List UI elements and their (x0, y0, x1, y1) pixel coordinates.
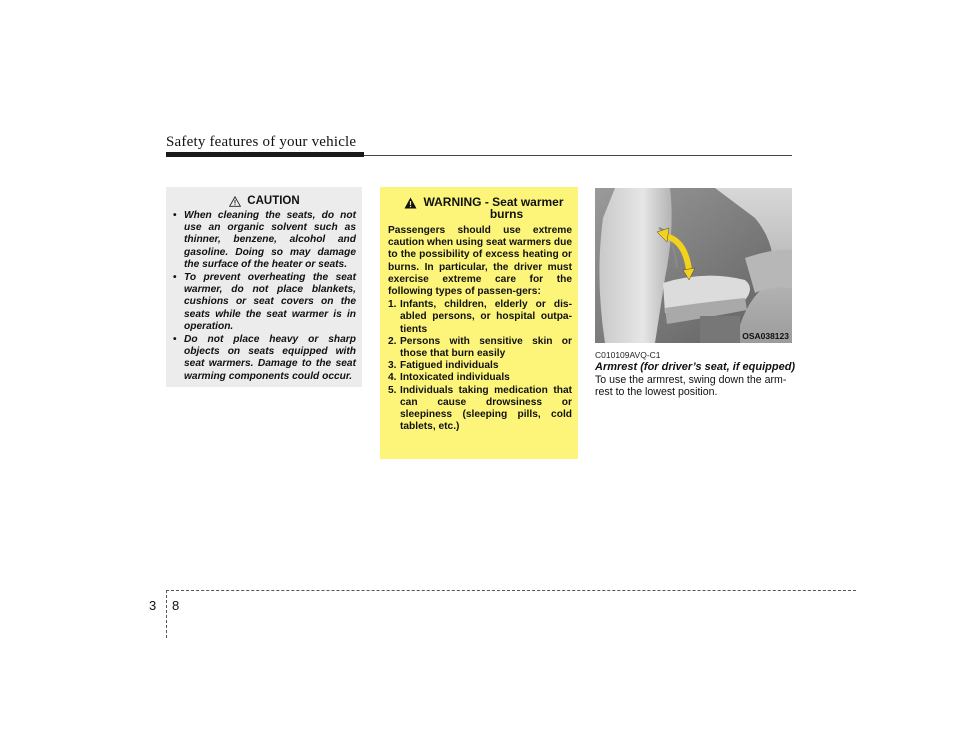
warning-subtitle: - Seat warmer (484, 195, 564, 209)
warning-title: WARNING (423, 195, 482, 209)
warning-list (388, 299, 572, 433)
caution-item: • Do not place heavy or sharp objects on seats equipped with seat warmers. Damage to the seat warming components could occur. (173, 334, 356, 382)
footer-vertical-rule (166, 590, 167, 638)
page-number: 8 (172, 598, 180, 613)
warning-box (380, 187, 578, 459)
caution-box (166, 187, 362, 387)
caution-title: CAUTION (247, 195, 300, 207)
section-code: C010109AVQ-C1 (595, 350, 661, 360)
warning-item: 2. Persons with sensitive skin or those that burn easily (388, 335, 572, 360)
caution-header (173, 195, 356, 207)
caution-item: • When cleaning the seats, do not use an organic solvent such as thinner, benzene, alcohol and gasoline. Doing so may damage the surface of the heater or seats. (173, 210, 356, 270)
figure-caption: OSA038123 (742, 331, 789, 341)
caution-triangle-icon (229, 196, 241, 207)
warning-triangle-icon (404, 197, 417, 209)
page-chapter-number: 3 (149, 598, 157, 613)
warning-header (388, 196, 572, 220)
header-bar (166, 152, 364, 157)
warning-item: 4. Intoxicated individuals (388, 372, 510, 384)
armrest-illustration (595, 188, 792, 343)
header-rule (364, 155, 792, 156)
warning-item: 5. Individuals taking medication that can cause drowsiness or sleepiness (sleeping pills, cold tablets, etc.) (388, 384, 572, 433)
section-body: To use the armrest, swing down the arm-rest to the lowest position. (595, 374, 787, 399)
footer-rule (166, 590, 856, 591)
warning-intro: Passengers should use extreme caution when using seat warmers due to the possibility of excess heating or burns. In particular, the driver must exercise extreme care for the following types of passen-gers: (388, 225, 572, 298)
section-heading: Armrest (for driver’s seat, if equipped) (595, 361, 796, 373)
armrest-photo (595, 188, 792, 343)
caution-item: • To prevent overheating the seat warmer, do not place blankets, cushions or seat covers on the seats while the seat warmer is in operation. (173, 272, 356, 332)
warning-item: 1. Infants, children, elderly or dis-abled persons, or hospital outpa-tients (388, 299, 572, 335)
warning-item: 3. Fatigued individuals (388, 360, 499, 372)
warning-subtitle-line2: burns (489, 207, 524, 221)
caution-list (173, 210, 356, 383)
page-header-title: Safety features of your vehicle (166, 134, 357, 150)
